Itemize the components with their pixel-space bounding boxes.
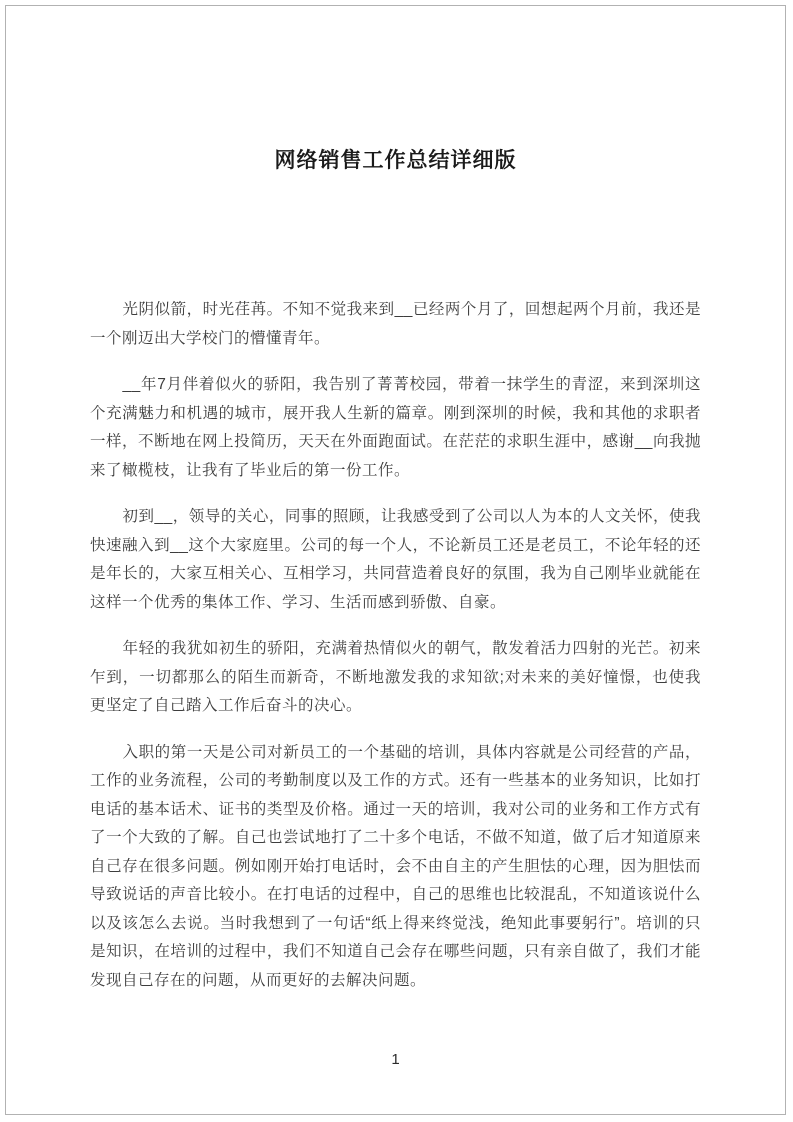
paragraph-3: 初到__，领导的关心，同事的照顾，让我感受到了公司以人为本的人文关怀，使我快速融入到__这个大家庭里。公司的每一个人，不论新员工还是老员工，不论年轻的还是年长的，大家互相关心、互相学习，共同营造着良好的氛围，我为自己刚毕业就能在这样一个优秀的集体工作、学习、生活而感到骄傲、自豪。 — [90, 508, 701, 611]
document-page — [5, 5, 786, 1115]
page-number: 1 — [391, 1051, 400, 1068]
document-title: 网络销售工作总结详细版 — [274, 149, 517, 172]
document-body — [6, 296, 785, 995]
paragraph-5: 入职的第一天是公司对新员工的一个基础的培训，具体内容就是公司经营的产品，工作的业务流程，公司的考勤制度以及工作的方式。还有一些基本的业务知识，比如打电话的基本话术、证书的类型及价格。通过一天的培训，我对公司的业务和工作方式有了一个大致的了解。自己也尝试地打了二十多个电话，不做不知道，做了后才知道原来自己存在很多问题。例如刚开始打电话时，会不由自主的产生胆怯的心理，因为胆怯而导致说话的声音比较小。在打电话的过程中，自己的思维也比较混乱，不知道该说什么以及该怎么去说。当时我想到了一句话“纸上得来终觉浅，绝知此事要躬行”。培训的只是知识，在培训的过程中，我们不知道自己会存在哪些问题，只有亲自做了，我们才能发现自己存在的问题，从而更好的去解决问题。 — [90, 743, 701, 989]
paragraph-1: 光阴似箭，时光荏苒。不知不觉我来到__已经两个月了，回想起两个月前，我还是一个刚迈出大学校门的懵懂青年。 — [90, 301, 701, 347]
paragraph-2: __年7月伴着似火的骄阳，我告别了菁菁校园，带着一抹学生的青涩，来到深圳这个充满魅力和机遇的城市，展开我人生新的篇章。刚到深圳的时候，我和其他的求职者一样，不断地在网上投简历，天天在外面跑面试。在茫茫的求职生涯中，感谢__向我抛来了橄榄枝，让我有了毕业后的第一份工作。 — [90, 376, 701, 479]
paragraph-4: 年轻的我犹如初生的骄阳，充满着热情似火的朝气，散发着活力四射的光芒。初来乍到，一切都那么的陌生而新奇，不断地激发我的求知欲;对未来的美好憧憬，也使我更坚定了自己踏入工作后奋斗的决心。 — [90, 640, 701, 714]
